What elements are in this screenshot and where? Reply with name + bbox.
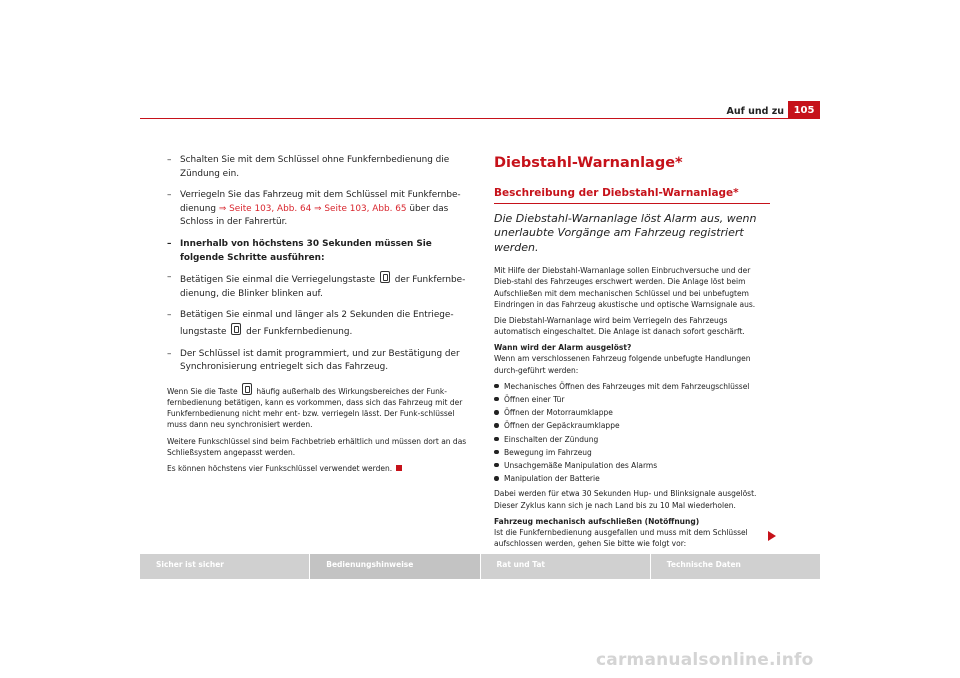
list-item: Einschalten der Zündung [494, 434, 770, 445]
step-text: Schalten Sie mit dem Schlüssel ohne Funkfernbedienung die Zündung ein. [180, 155, 450, 179]
section-end-mark-icon [396, 465, 402, 471]
dash-bullet: – [167, 238, 172, 249]
step-text: Verriegeln Sie das Fahrzeug mit dem Schlüssel mit Funkfernbe-dienung [180, 190, 461, 214]
running-header-title: Auf und zu [726, 106, 784, 117]
lead-text: Die Diebstahl-Warnanlage löst Alarm aus, wenn unerlaubte Vorgänge am Fahrzeug registriert werden. [494, 211, 757, 254]
watermark-text: carmanualsonline.info [596, 650, 814, 670]
remote-button-icon [242, 383, 252, 395]
list-item: Bewegung im Fahrzeug [494, 447, 770, 458]
dash-bullet: – [167, 272, 172, 283]
page-reference-link[interactable]: ⇒ Seite 103, Abb. 64 ⇒ Seite 103, Abb. 65 [218, 203, 407, 214]
list-item: Öffnen einer Tür [494, 394, 770, 405]
step-6 [167, 348, 475, 375]
unlock-button-icon [231, 323, 241, 335]
list-item: Öffnen der Gepäckraumklappe [494, 420, 770, 431]
note-paragraph [167, 383, 475, 431]
section-title: Diebstahl-Warnanlage* [494, 155, 683, 171]
footer-tab-sicher[interactable]: Sicher ist sicher [140, 554, 310, 579]
lock-button-icon [380, 271, 390, 283]
body-paragraph: Die Diebstahl-Warnanlage wird beim Verriegeln des Fahrzeugs automatisch eingeschaltet. Die Anlage ist danach sofort geschärft. [494, 315, 745, 337]
step-4 [167, 271, 475, 301]
step-3 [167, 238, 475, 265]
step-text: Der Schlüssel ist damit programmiert, und zur Bestätigung der Synchronisierung entriegelt sich das Fahrzeug. [180, 348, 460, 373]
list-item: Manipulation der Batterie [494, 473, 770, 484]
list-item: Öffnen der Motorraumklappe [494, 407, 770, 418]
emergency-heading: Fahrzeug mechanisch aufschließen (Notöffnung) [494, 516, 700, 526]
alarm-intro: Wenn am verschlossenen Fahrzeug folgende unbefugte Handlungen durch-geführt werden: [494, 354, 751, 375]
step-text: der Funkfernbedienung. [243, 326, 353, 337]
right-column [494, 154, 770, 554]
subsection-title: Beschreibung der Diebstahl-Warnanlage* [494, 187, 770, 204]
body-paragraph: Mit Hilfe der Diebstahl-Warnanlage sollen Einbruchversuche und der Dieb-stahl des Fahrzeuges erschwert werden. Die Anlage löst beim Aufschließen mit dem mechanischen Schlüssel und bei unbefugtem Eindringen in das Fahrzeug akustische und optische Warnsignale aus. [494, 266, 756, 309]
body-paragraph: Dabei werden für etwa 30 Sekunden Hup- und Blinksignale ausgelöst. Dieser Zyklus kann sich je nach Land bis zu 10 Mal wiederholen. [494, 489, 757, 510]
alarm-heading: Wann wird der Alarm ausgelöst? [494, 343, 632, 353]
list-item: Unsachgemäße Manipulation des Alarms [494, 460, 770, 471]
step-1 [167, 154, 475, 181]
step-5 [167, 309, 475, 339]
note-text: häufig außerhalb des Wirkungsbereiches der Funk-fernbedienung betätigen, kann es vorkommen, dass sich das Fahrzeug mit der Funkfernbedienung nicht mehr ent- bzw. verriegeln lässt. Der Funk-schlüssel muss dann neu synchronisiert werden. [167, 386, 463, 430]
dash-bullet: – [167, 190, 172, 201]
alarm-trigger-list [494, 381, 770, 485]
note-text: Wenn Sie die Taste [167, 386, 240, 396]
dash-bullet: – [167, 310, 172, 321]
footer-tab-rat-und-tat[interactable]: Rat und Tat [481, 554, 651, 579]
page-number: 105 [788, 101, 820, 119]
step-text: Innerhalb von höchstens 30 Sekunden müssen Sie folgende Schritte ausführen: [180, 238, 432, 263]
list-item: Mechanisches Öffnen des Fahrzeuges mit dem Fahrzeugschlüssel [494, 381, 770, 392]
emergency-text: Ist die Funkfernbedienung ausgefallen und muss mit dem Schlüssel aufschlossen werden, gehen Sie bitte wie folgt vor: [494, 527, 748, 548]
step-text: Betätigen Sie einmal die Verriegelungstaste [180, 275, 378, 286]
footer-nav [140, 554, 820, 579]
footer-tab-technische-daten[interactable]: Technische Daten [651, 554, 820, 579]
step-text: über das Schloss in der Fahrertür. [180, 203, 449, 228]
step-text: der Funkfernbe-dienung, die Blinker blinken auf. [180, 275, 466, 299]
step-text: Betätigen Sie einmal und länger als 2 Sekunden die Entriege-lungstaste [180, 310, 454, 337]
header-rule [140, 118, 820, 119]
note-paragraph: Weitere Funkschlüssel sind beim Fachbetrieb erhältlich und müssen dort an das Schließsystem angepasst werden. [167, 436, 467, 457]
continue-arrow-icon[interactable] [768, 531, 776, 541]
left-column [167, 154, 475, 479]
step-2 [167, 189, 475, 230]
footer-tab-bedienungshinweise[interactable]: Bedienungshinweise [310, 554, 480, 579]
dash-bullet: – [167, 348, 172, 359]
note-text: Es können höchstens vier Funkschlüssel verwendet werden. [167, 463, 393, 473]
note-paragraph [167, 463, 475, 474]
dash-bullet: – [167, 155, 172, 165]
